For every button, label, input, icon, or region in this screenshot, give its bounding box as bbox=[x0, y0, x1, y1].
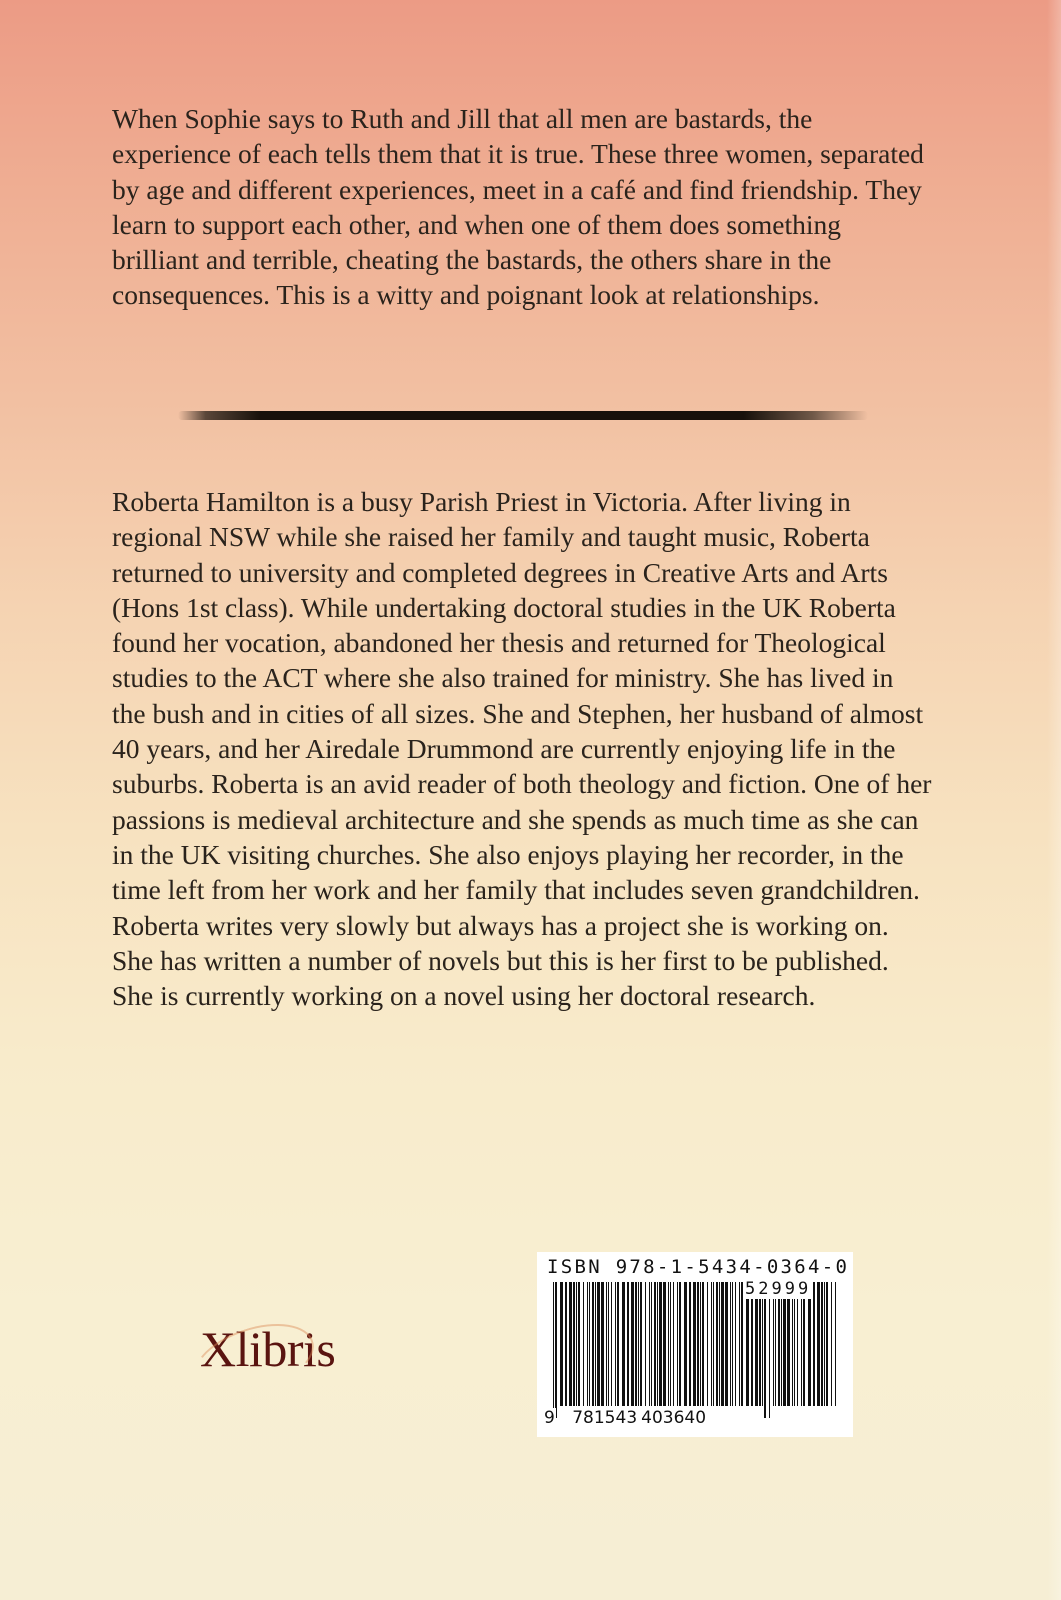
section-divider bbox=[178, 411, 868, 420]
barcode-bar bbox=[778, 1282, 780, 1406]
barcode-bar bbox=[794, 1282, 795, 1406]
barcode-bar bbox=[746, 1282, 749, 1406]
ean-right-group: 403640 bbox=[641, 1408, 707, 1428]
book-blurb: When Sophie says to Ruth and Jill that all men are bastards, the experience of each tells them that it is true. These three women, separated by age and different experiences, meet in a café and find friendship. They learn to support each other, and when one of them does something brilliant and terrible, cheating the bastards, the others share in the consequences. This is a witty and poignant look at relationships. bbox=[112, 103, 924, 311]
barcode-bar bbox=[670, 1282, 671, 1406]
barcode-bar bbox=[697, 1282, 699, 1406]
ean-left-group: 781543 bbox=[572, 1408, 638, 1428]
ean-first-digit: 9 bbox=[544, 1408, 555, 1428]
barcode-bar bbox=[627, 1282, 629, 1406]
barcode-bar bbox=[783, 1282, 786, 1406]
barcode-bar bbox=[606, 1282, 607, 1406]
barcode-bar bbox=[831, 1282, 832, 1406]
barcode-bar bbox=[654, 1282, 656, 1406]
barcode-bar bbox=[589, 1282, 590, 1406]
barcode-bar bbox=[673, 1282, 674, 1406]
barcode-bar bbox=[640, 1282, 642, 1406]
barcode-bar bbox=[792, 1282, 793, 1406]
barcode-bar bbox=[592, 1282, 594, 1406]
barcode-bar bbox=[611, 1282, 612, 1406]
barcode-bar bbox=[773, 1282, 774, 1406]
barcode-bar bbox=[663, 1282, 666, 1406]
isbn-label: ISBN 978-1-5434-0364-0 bbox=[547, 1256, 850, 1278]
barcode-bar bbox=[615, 1282, 616, 1406]
barcode-bar bbox=[689, 1282, 691, 1406]
barcode-bar bbox=[781, 1282, 782, 1406]
barcode-bar bbox=[617, 1282, 619, 1406]
publisher-logo bbox=[200, 1320, 335, 1378]
barcode-bar bbox=[817, 1282, 820, 1406]
barcode-bar bbox=[732, 1282, 733, 1406]
barcode-bar bbox=[759, 1282, 761, 1406]
barcode-bar bbox=[787, 1282, 790, 1406]
barcode-bar bbox=[576, 1282, 577, 1406]
barcode-bar bbox=[587, 1282, 588, 1406]
barcode-bar bbox=[719, 1282, 720, 1406]
ean-digits bbox=[543, 1408, 707, 1428]
barcode-bar bbox=[595, 1282, 596, 1406]
barcode-bar bbox=[659, 1282, 662, 1406]
barcode-bar bbox=[677, 1282, 678, 1406]
barcode-bar bbox=[700, 1282, 701, 1406]
barcode-bar bbox=[693, 1282, 696, 1406]
barcode-bar bbox=[735, 1282, 736, 1406]
barcode-bar bbox=[711, 1282, 712, 1406]
barcode-bar bbox=[597, 1282, 600, 1406]
barcode-bars bbox=[547, 1282, 843, 1422]
barcode-bar bbox=[769, 1282, 770, 1418]
barcode-bar bbox=[702, 1282, 704, 1406]
barcode-bar bbox=[657, 1282, 658, 1406]
barcode-bar bbox=[751, 1282, 753, 1406]
barcode-bar bbox=[821, 1282, 823, 1406]
barcode-bar bbox=[797, 1282, 798, 1406]
barcode-bar bbox=[741, 1282, 743, 1406]
barcode-bar bbox=[565, 1282, 567, 1406]
spine-edge bbox=[1047, 0, 1061, 1600]
barcode-bar bbox=[725, 1282, 728, 1406]
barcode-bar bbox=[801, 1282, 802, 1406]
author-bio: Roberta Hamilton is a busy Parish Priest in Victoria. After living in regional NSW while she raised her family and taught music, Roberta returned to university and completed degrees in Creative Arts and Arts (Hons 1st class). While undertaking doctoral studies in the UK Roberta found her vocation, abandoned her thesis and returned for Theological studies to the ACT where she also trained for ministry. She has lived in the bush and in cities of all sizes. She and Stephen, her husband of almost 40 years, and her Airedale Drummond are currently enjoying life in the suburbs. Roberta is an avid reader of both theology and fiction. One of her passions is medieval architecture and she spends as much time as she can in the UK visiting churches. She also enjoys playing her recorder, in the time left from her work and her family that includes seven grandchildren. Roberta writes very slowly but always has a project she is working on. She has written a number of novels but this is her first to be published. She is currently working on a novel using her doctoral research. bbox=[112, 486, 932, 1012]
barcode-bar bbox=[826, 1282, 828, 1406]
barcode-bar bbox=[651, 1282, 652, 1406]
barcode-bar bbox=[569, 1282, 572, 1406]
barcode-bar bbox=[764, 1282, 766, 1418]
barcode-bar bbox=[835, 1282, 836, 1406]
barcode-bar bbox=[739, 1282, 740, 1406]
barcode-bar bbox=[553, 1282, 554, 1418]
barcode-bar bbox=[808, 1282, 811, 1406]
isbn-barcode bbox=[537, 1252, 853, 1437]
barcode-bar bbox=[803, 1282, 805, 1406]
barcode-bar bbox=[824, 1282, 825, 1406]
barcode-bar bbox=[707, 1282, 708, 1406]
barcode-bar bbox=[775, 1282, 776, 1406]
barcode-bar bbox=[679, 1282, 681, 1406]
barcode-bar bbox=[716, 1282, 718, 1406]
barcode-bar bbox=[813, 1282, 815, 1406]
barcode-bar bbox=[755, 1282, 758, 1406]
barcode-bar bbox=[645, 1282, 646, 1406]
barcode-bar bbox=[583, 1282, 584, 1406]
barcode-bar bbox=[730, 1282, 731, 1406]
barcode-bar bbox=[635, 1282, 637, 1406]
barcode-bar bbox=[649, 1282, 650, 1406]
barcode-bar bbox=[608, 1282, 609, 1406]
barcode-bar bbox=[762, 1282, 763, 1406]
publisher-name: Xlibris bbox=[200, 1321, 336, 1377]
barcode-bar bbox=[601, 1282, 604, 1406]
barcode-bar bbox=[638, 1282, 639, 1406]
barcode-bar bbox=[573, 1282, 575, 1406]
barcode-bar bbox=[560, 1282, 563, 1406]
barcode-bar bbox=[713, 1282, 714, 1406]
barcode-bar bbox=[631, 1282, 634, 1406]
barcode-bar bbox=[578, 1282, 580, 1406]
barcode-bar bbox=[721, 1282, 724, 1406]
barcode-bar bbox=[622, 1282, 625, 1406]
price-code: 52999 bbox=[745, 1279, 812, 1299]
barcode-bar bbox=[684, 1282, 687, 1406]
barcode-bar bbox=[668, 1282, 669, 1406]
barcode-bar bbox=[555, 1282, 557, 1418]
